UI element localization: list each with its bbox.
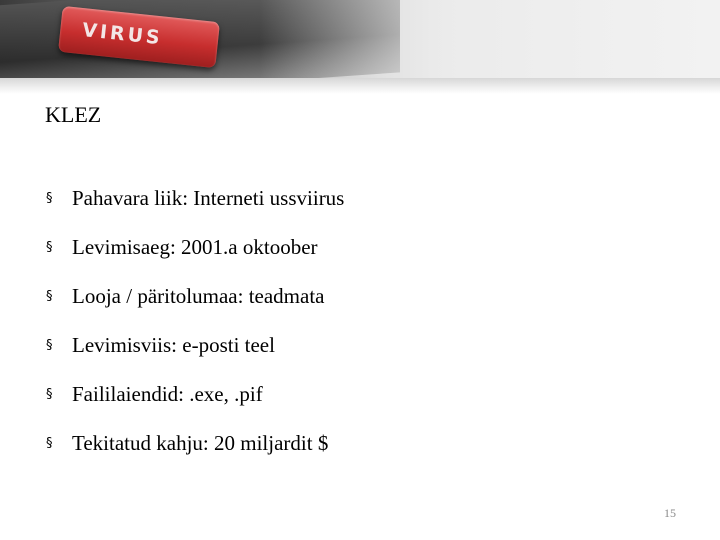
bullet-text: Levimisviis: e-posti teel — [72, 333, 275, 357]
bullet-text: Pahavara liik: Interneti ussviirus — [72, 186, 345, 210]
list-item — [46, 419, 344, 468]
banner-fade — [260, 0, 720, 78]
bullet-marker: § — [46, 240, 53, 255]
bullet-text: Tekitatud kahju: 20 miljardit $ — [72, 431, 329, 455]
list-item — [46, 272, 344, 321]
bullet-marker: § — [46, 436, 53, 451]
header-banner-image — [0, 0, 720, 78]
bullet-marker: § — [46, 387, 53, 402]
header-divider — [0, 78, 720, 94]
bullet-text: Looja / päritolumaa: teadmata — [72, 284, 325, 308]
bullet-marker: § — [46, 191, 53, 206]
bullet-text: Faililaiendid: .exe, .pif — [72, 382, 263, 406]
bullet-marker: § — [46, 289, 53, 304]
virus-key-label: VIRUS — [81, 19, 164, 50]
bullet-marker: § — [46, 338, 53, 353]
slide-title: KLEZ — [45, 102, 102, 127]
bullet-list — [46, 174, 344, 468]
list-item — [46, 174, 344, 223]
list-item — [46, 370, 344, 419]
list-item — [46, 321, 344, 370]
bullet-text: Levimisaeg: 2001.a oktoober — [72, 235, 318, 259]
page-number: 15 — [664, 506, 676, 520]
list-item — [46, 223, 344, 272]
